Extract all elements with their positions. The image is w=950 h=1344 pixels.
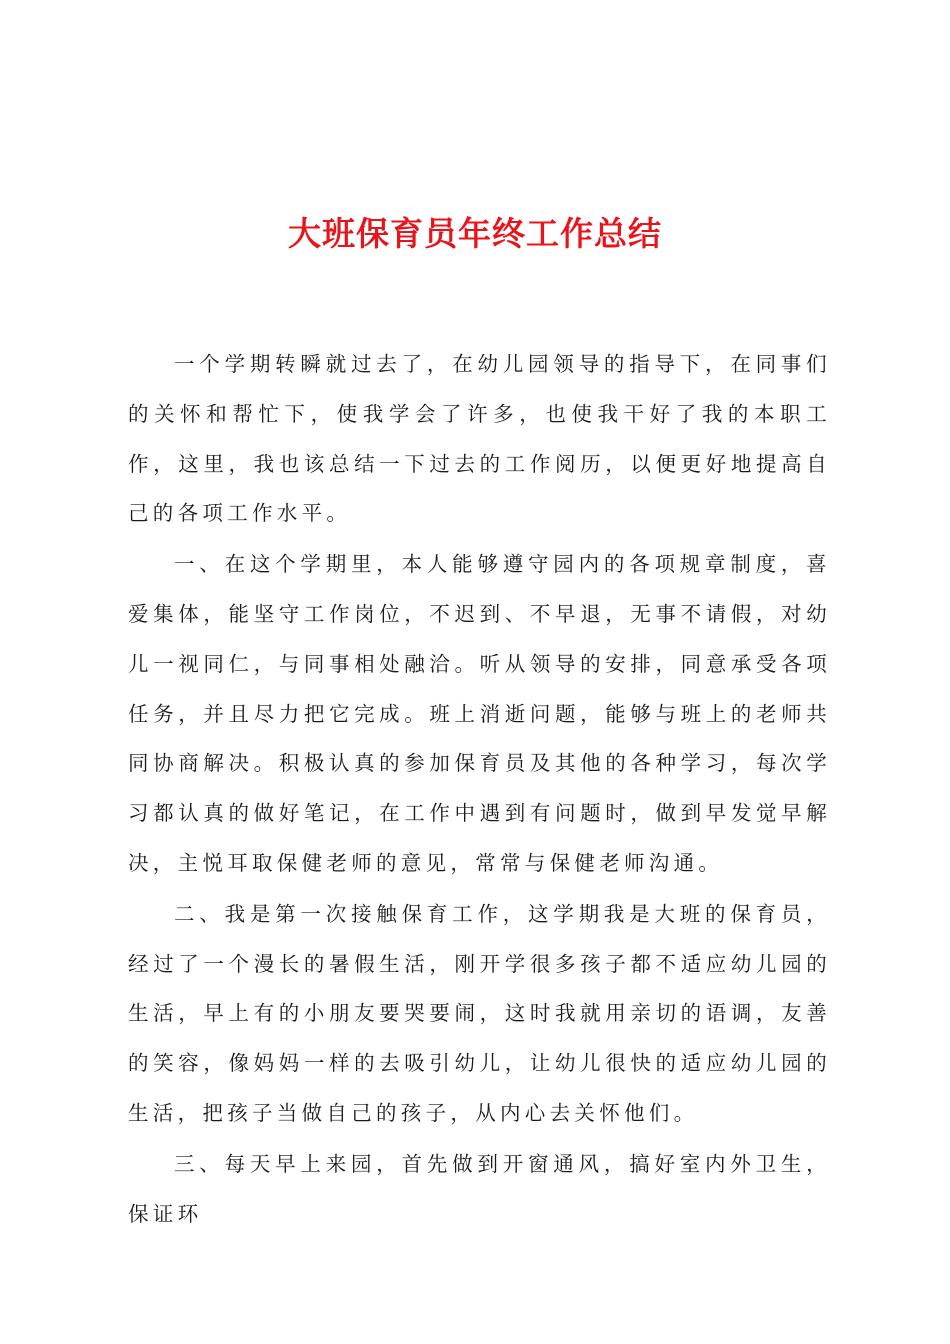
paragraph-section-1: 一、在这个学期里，本人能够遵守园内的各项规章制度，喜爱集体，能坚守工作岗位，不迟到、不早退，无事不请假，对幼儿一视同仁，与同事相处融洽。听从领导的安排，同意承受各项任务，并且尽力把它完成。班上消逝问题，能够与班上的老师共同协商解决。积极认真的参加保育员及其他的各种学习，每次学习都认真的做好笔记，在工作中遇到有问题时，做到早发觉早解决，主悦耳取保健老师的意见，常常与保健老师沟通。 [128, 552, 831, 875]
paragraph-section-3: 三、每天早上来园，首先做到开窗通风，搞好室内外卫生，保证环 [128, 1151, 831, 1226]
paragraph-section-2: 二、我是第一次接触保育工作，这学期我是大班的保育员，经过了一个漫长的暑假生活，刚开学很多孩子都不适应幼儿园的生活，早上有的小朋友要哭要闹，这时我就用亲切的语调，友善的笑容，像妈妈一样的去吸引幼儿，让幼儿很快的适应幼儿园的生活，把孩子当做自己的孩子，从内心去关怀他们。 [128, 901, 831, 1125]
document-title: 大班保育员年终工作总结 [288, 214, 662, 253]
paragraph-intro: 一个学期转瞬就过去了，在幼儿园领导的指导下，在同事们的关怀和帮忙下，使我学会了许多，也使我干好了我的本职工作，这里，我也该总结一下过去的工作阅历，以便更好地提高自己的各项工作水平。 [128, 352, 831, 526]
document-body [128, 340, 831, 1240]
